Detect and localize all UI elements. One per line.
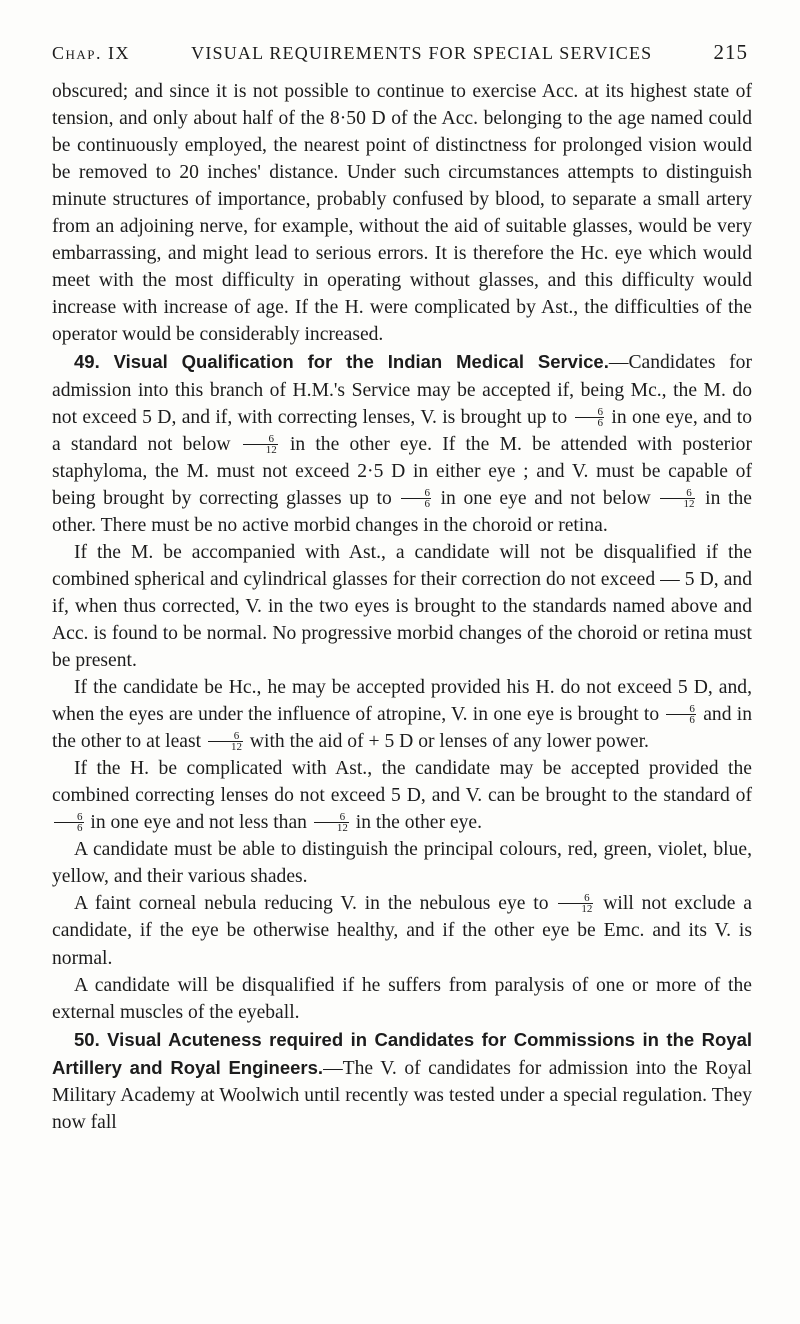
paragraph-astigmatism-myopia: If the M. be accompanied with Ast., a candidate will not be disqualified if the combined spherical and cylindrical glasses for their correction do not exceed — 5 D, and if, when thus corrected, V. in the two eyes is brought to the standards named above and Acc. is found to be normal. No progressive morbid changes of the choroid or retina must be present. — [52, 541, 752, 671]
paragraph-hypermetropia: If the candidate be Hc., he may be accepted provided his H. do not exceed 5 D, and, when the eyes are under the influence of atropine, V. in one eye is brought to $\frac{6}{6}$ and in the other to at least $\frac{6}{12}$ with the aid of + 5 D or lenses of any lower power. — [52, 677, 753, 754]
fraction-6-12: $\frac{6}{12}$ — [314, 812, 349, 833]
body-text — [52, 78, 752, 1136]
chapter-label: Chap. IX — [52, 43, 131, 63]
fraction-6-12: $\frac{6}{12}$ — [660, 488, 695, 509]
fraction-6-6: $\frac{6}{6}$ — [575, 407, 605, 428]
section-49-heading: 49. Visual Qualification for the Indian Medical Service. — [74, 351, 609, 373]
paragraph-corneal-nebula: A faint corneal nebula reducing V. in the nebulous eye to $\frac{6}{12}$ will not exclude a candidate, if the eye be otherwise healthy, and if the other eye be Emc. and its V. is normal. — [52, 892, 753, 969]
section-50: 50. Visual Acuteness required in Candidates for Commissions in the Royal Artillery and Royal Engineers.—The V. of candidates for admission into the Royal Military Academy at Woolwich until recently was tested under a special regulation. They now fall — [52, 1028, 752, 1133]
paragraph-paralysis: A candidate will be disqualified if he suffers from paralysis of one or more of the external muscles of the eyeball. — [52, 974, 752, 1023]
fraction-6-12: $\frac{6}{12}$ — [243, 434, 278, 455]
fraction-6-6: $\frac{6}{6}$ — [401, 488, 431, 509]
paragraph-continuation: obscured; and since it is not possible to continue to exercise Acc. at its highest state of tension, and only about half of the 8·50 D of the Acc. belonging to the age named could be continuously employed, the nearest point of distinctness for prolonged vision would be removed to 20 inches' distance. Under such circumstances attempts to distinguish minute structures of importance, probably confused by blood, to separate a small artery from an adjoining nerve, for example, without the aid of suitable glasses, would be very embarrassing, and might lead to serious errors. It is therefore the Hc. eye which would meet with the most difficulty in operating without glasses, and this difficulty would increase with increase of age. If the H. were complicated by Ast., the difficulties of the operator would be considerably increased. — [52, 81, 752, 346]
running-header — [52, 40, 748, 70]
section-49: 49. Visual Qualification for the Indian Medical Service.—Candidates for admission into this branch of H.M.'s Service may be accepted if, being Mc., the M. do not exceed 5 D, and if, with correcting lenses, V. is brought up to $\frac{6}{6}$ in one eye, and to a standard not below $\frac{6}{12}$ in the other eye. If the M. be attended with posterior staphyloma, the M. must not exceed 2·5 D in either eye ; and V. must be capable of being brought by correcting glasses up to $\frac{6}{6}$ in one eye and not below $\frac{6}{12}$ in the other. There must be no active morbid changes in the choroid or retina. — [52, 351, 753, 536]
chapter-title: VISUAL REQUIREMENTS FOR SPECIAL SERVICES — [191, 43, 653, 63]
fraction-6-6: $\frac{6}{6}$ — [54, 812, 84, 833]
paragraph-hypermetropia-astigmatism: If the H. be complicated with Ast., the candidate may be accepted provided the combined correcting lenses do not exceed 5 D, and V. can be brought to the standard of $\frac{6}{6}$ in one eye and not less than $\frac{6}{12}$ in the other eye. — [52, 758, 752, 835]
paragraph-colours: A candidate must be able to distinguish the principal colours, red, green, violet, blue, yellow, and their various shades. — [52, 839, 752, 888]
section-50-heading: 50. Visual Acuteness required in Candidates for Commissions in the Royal Artillery and Royal Engineers. — [52, 1028, 752, 1078]
fraction-6-6: $\frac{6}{6}$ — [666, 704, 696, 725]
page-number: 215 — [713, 40, 748, 64]
fraction-6-12: $\frac{6}{12}$ — [208, 731, 243, 752]
fraction-6-12: $\frac{6}{12}$ — [558, 893, 593, 914]
